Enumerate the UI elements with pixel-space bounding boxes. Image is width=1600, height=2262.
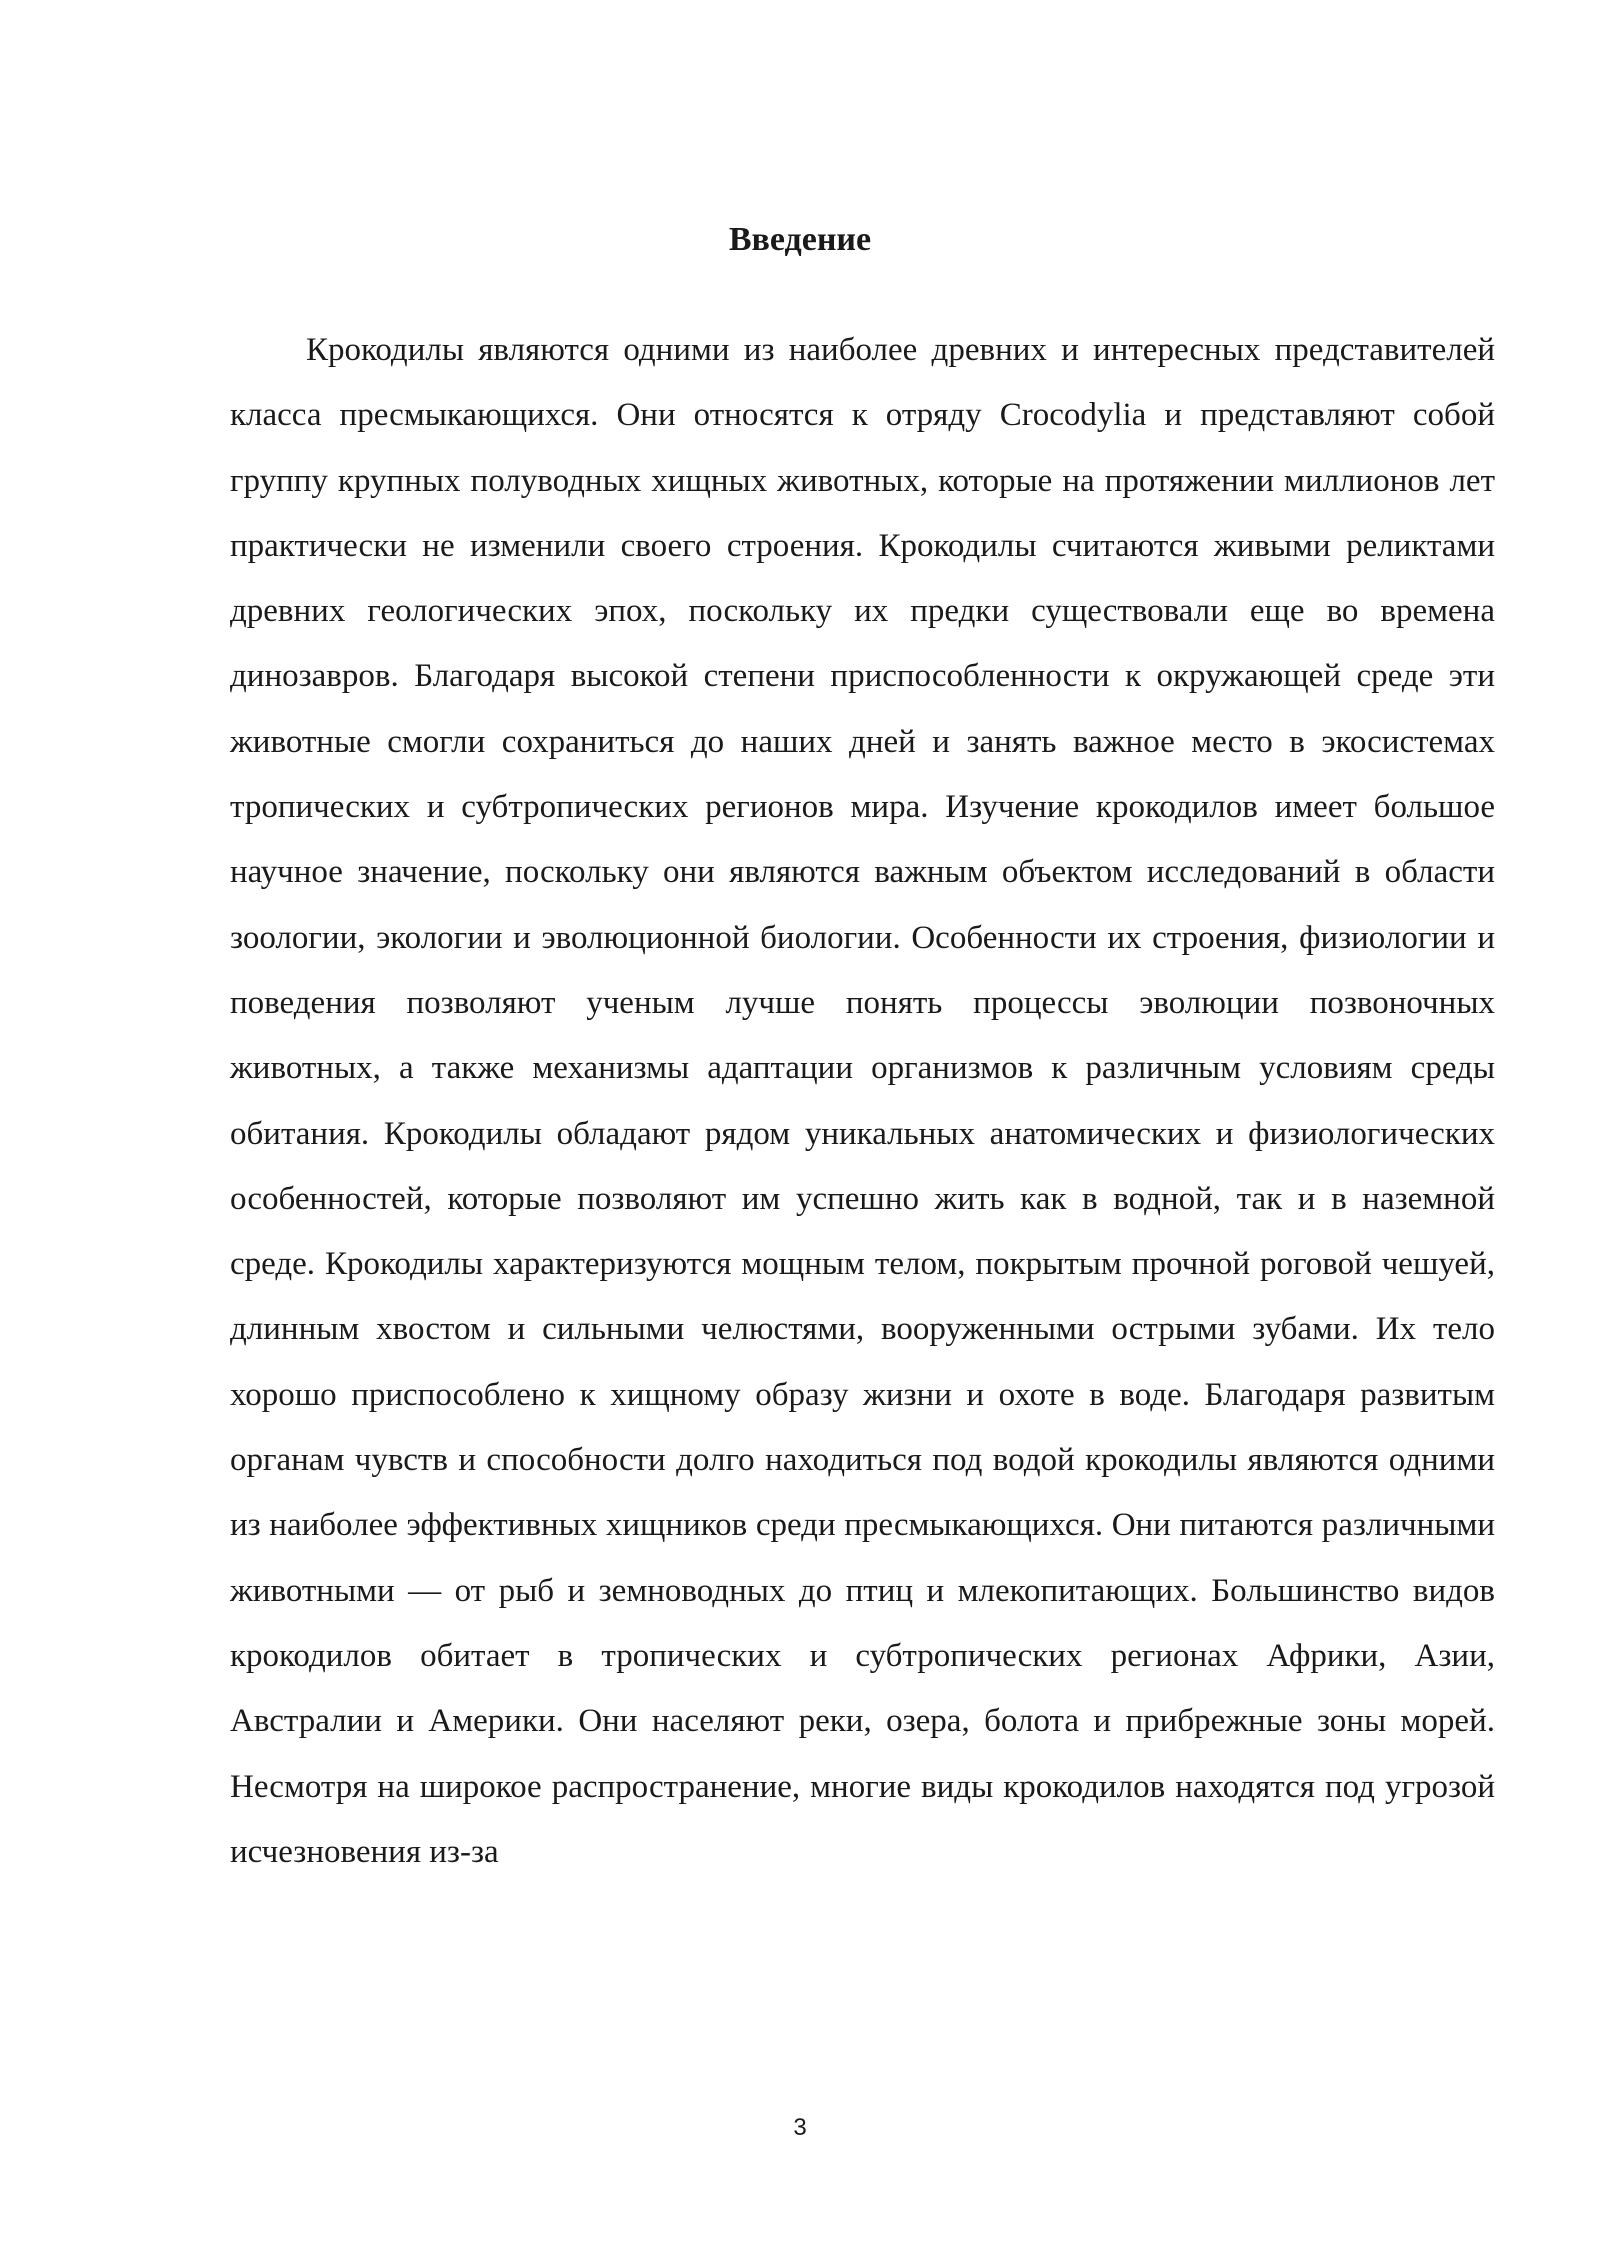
body-paragraph: Крокодилы являются одними из наиболее древних и интересных представителей класса пресмыкающихся. Они относятся к отряду Crocodylia и представляют собой группу крупных полуводных хищных животных, которые на протяжении миллионов лет практически не изменили своего строения. Крокодилы считаются живыми реликтами древних геологических эпох, поскольку их предки существовали еще во времена динозавров. Благодаря высокой степени приспособленности к окружающей среде эти животные смогли сохраниться до наших дней и занять важное место в экосистемах тропических и субтропических регионов мира. Изучение крокодилов имеет большое научное значение, поскольку они являются важным объектом исследований в области зоологии, экологии и эволюционной биологии. Особенности их строения, физиологии и поведения позволяют ученым лучше понять процессы эволюции позвоночных животных, а также механизмы адаптации организмов к различным условиям среды обитания. Крокодилы обладают рядом уникальных анатомических и физиологических особенностей, которые позволяют им успешно жить как в водной, так и в наземной среде. Крокодилы характеризуются мощным телом, покрытым прочной роговой чешуей, длинным хвостом и сильными челюстями, вооруженными острыми зубами. Их тело хорошо приспособлено к хищному образу жизни и охоте в воде. Благодаря развитым органам чувств и способности долго находиться под водой крокодилы являются одними из наиболее эффективных хищников среди пресмыкающихся. Они питаются различными животными — от рыб и земноводных до птиц и млекопитающих. Большинство видов крокодилов обитает в тропических и субтропических регионах Африки, Азии, Австралии и Америки. Они населяют реки, озера, болота и прибрежные зоны морей. Несмотря на широкое распространение, многие виды крокодилов находятся под угрозой исчезновения из-за: [230, 332, 1495, 1870]
page-number: 3: [793, 2114, 807, 2141]
page-title: Введение: [728, 221, 872, 258]
